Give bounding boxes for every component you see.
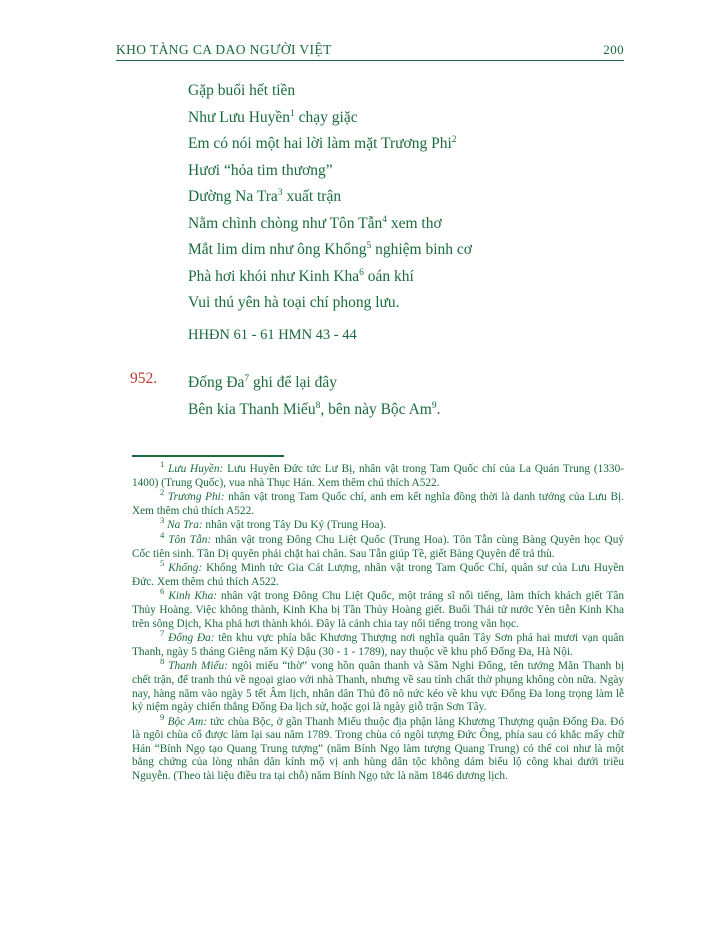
footnote-ref: 2: [451, 134, 457, 145]
footnote-marker: 3: [160, 515, 165, 526]
footnote-item: [132, 656, 624, 714]
footnote-text: tức chùa Bộc, ở gần Thanh Miếu thuộc địa phận làng Khương Thượng quận Đống Đa. Đó là ngôi chùa cổ được làm lại sau năm 1789. Trong chùa có ngôi tượng Đức Ông, phía sau có khắc mấy chữ Hán “Bính Ngọ tạo Quang Trung tượng” (năm Bính Ngọ làm tượng Quang Trung) có thể coi như là một bằng chứng của lòng nhân dân kính mộ vị anh hùng dân tộc không dám biểu lộ công khai dưới triều Nguyễn. (Theo tài liệu điều tra tại chỗ) năm Bính Ngọ tức là năm 1846 dương lịch.: [132, 715, 624, 783]
entry-lines: [188, 370, 630, 423]
verse-line: Phà hơi khói như Kinh Kha$^6$ oán khí: [188, 267, 414, 285]
header-divider: [116, 60, 624, 61]
footnote-term: Lưu Huyền:: [168, 463, 224, 475]
verse-line: Như Lưu Huyền$^1$ chạy giặc: [188, 108, 358, 126]
footnote-marker: 6: [160, 586, 165, 597]
page-number: 200: [603, 42, 624, 57]
footnote-text: Khổng Minh tức Gia Cát Lượng, nhân vật trong Tam Quốc Chí, quân sư của Lưu Huyền Đức. Xem thêm chú thích A522.: [132, 562, 624, 588]
verse-line: Hươi “hỏa tim thương”: [188, 161, 333, 179]
footnote-marker: 9: [160, 711, 165, 722]
verse-line: Nằm chình chòng như Tôn Tẫn$^4$ xem thơ: [188, 214, 442, 232]
footnote-term: Tôn Tẫn:: [168, 533, 212, 546]
footnote-ref: 6: [359, 267, 364, 278]
footnote-item: [132, 586, 624, 631]
footnote-text: nhân vật trong Tam Quốc chí, anh em kết nghĩa đồng thời là danh tướng của Lưu Bị. Xem thêm chú thích A522.: [132, 491, 624, 517]
verse-line: Gặp buổi hết tiền: [188, 82, 296, 99]
footnote-item: [132, 515, 624, 533]
footnote-item: [132, 530, 624, 561]
verse-line: Vui thú yên hà toại chí phong lưu.: [188, 294, 400, 311]
footnote-ref: 1: [290, 108, 295, 119]
numbered-entry: [130, 370, 630, 423]
footnote-term: Thanh Miếu:: [168, 660, 228, 673]
footnote-text: tên khu vực phía bắc Khương Thượng nơi nghĩa quân Tây Sơn phá hai mươi vạn quân Thanh, ngày 5 tháng Giêng năm Kỷ Dậu (30 - 1 - 1789), nay thuộc về khu phố Đống Đa, Hà Nội.: [132, 632, 625, 658]
footnote-text: Lưu Huyền Đức tức Lư Bị, nhân vật trong Tam Quốc chí của La Quán Trung (1330-1400) (Trung Quốc), vua nhà Thục Hán. Xem thêm chú thích A522.: [132, 463, 624, 489]
verse-line: Bên kia Thanh Miếu$^8$, bên này Bộc Am$^9$.: [188, 400, 441, 418]
footnotes-section: [132, 459, 625, 785]
verse-line: Mắt lim dim như ông Khổng$^5$ nghiệm binh cơ: [188, 240, 472, 258]
footnote-text: nhân vật trong Đông Chu Liệt Quốc (Trung Hoa). Tôn Tẫn cùng Bàng Quyên học Quỷ Cốc tiên sinh. Tần Dị quyên phải chặt hai chân. Sau Tẫn giúp Tề, giết Bàng Quyên để trả thù.: [132, 533, 624, 560]
footnote-term: Đống Đa:: [168, 632, 215, 645]
footnote-text: nhân vật trong Đông Chu Liệt Quốc, một tráng sĩ nổi tiếng, làm thích khách giết Tần Thủy Hoàng. Việc không thành, Kinh Kha bị Tần Thủy Hoàng giết. Buổi Thái tử nước Yên tiễn Kinh Kha trên sông Dịch, Kha phả hơi thành khói. Đây là cảnh chia tay nổi tiếng trong văn học.: [132, 590, 624, 630]
book-title: KHO TÀNG CA DAO NGƯỜI VIỆT: [116, 42, 332, 57]
footnote-item: [132, 558, 624, 589]
footnote-ref: 8: [315, 400, 321, 411]
verse-line: Em có nói một hai lời làm mặt Trương Phi$^2$: [188, 134, 457, 152]
footnote-term: Na Tra:: [167, 519, 203, 532]
footnote-marker: 5: [160, 558, 165, 569]
footnote-term: Khổng:: [168, 562, 203, 575]
poem-block: [188, 78, 628, 348]
footnote-item: [132, 628, 625, 659]
poem-source: HHĐN 61 - 61 HMN 43 - 44: [188, 326, 357, 343]
footnote-marker: 4: [160, 530, 165, 541]
footnote-ref: 3: [277, 187, 283, 198]
footnote-term: Kinh Kha:: [168, 590, 217, 603]
footnote-ref: 9: [431, 400, 437, 411]
page-header: [116, 42, 624, 58]
footnote-text: nhân vật trong Tây Du Ký (Trung Hoa).: [202, 519, 387, 532]
footnote-item: [132, 487, 624, 518]
footnote-marker: 2: [160, 487, 165, 498]
footnote-item: [132, 711, 624, 784]
verse-line: Đống $Đa^7$ ghi để lại đây: [188, 373, 337, 391]
entry-number: 952.: [130, 370, 158, 387]
footnote-marker: 8: [160, 656, 165, 667]
footnote-ref: 5: [366, 240, 372, 251]
footnote-divider: [132, 455, 284, 457]
footnote-ref: 7: [244, 373, 250, 384]
footnote-text: ngôi miếu “thờ” vong hồn quân thanh và Sầm Nghi Đống, tên tướng Mãn Thanh bị chết trận, để tranh thủ về ngoại giao với nhà Thanh, nhưng về sau tính chất thờ phụng không còn nữa. Ngày nay, hàng năm vào ngày 5 tết Âm lịch, nhân dân Thủ đô nô nức kéo về khu vực Đống Đa long trọng làm lễ kỷ niệm ngày chiến thắng Đống Đa lịch sử, hoặc gọi là ngày giỗ trận Sơn Tây.: [132, 660, 624, 714]
footnote-term: Bộc Am:: [167, 715, 208, 728]
footnote-marker: 1: [160, 459, 165, 470]
footnote-term: Trương Phi:: [167, 491, 225, 504]
footnote-item: [132, 459, 624, 490]
footnote-marker: 7: [160, 628, 165, 639]
verse-line: Dường Na Tra$^3$ xuất trận: [188, 187, 342, 205]
footnote-ref: 4: [382, 214, 387, 225]
